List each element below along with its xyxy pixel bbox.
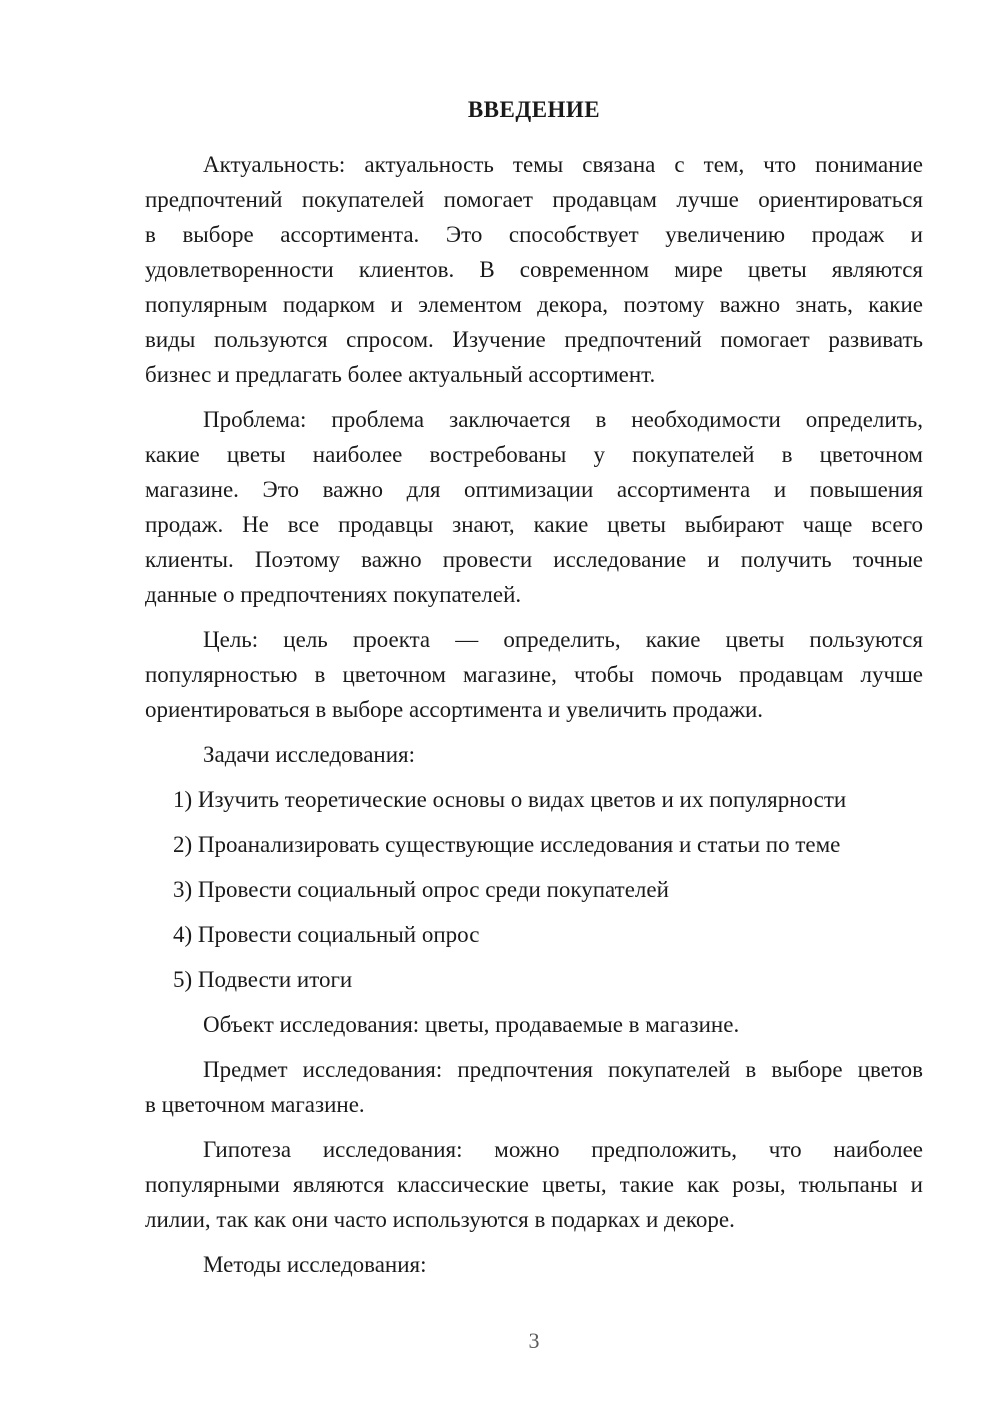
task-item: 3) Провести социальный опрос среди покупателей (173, 877, 669, 902)
paragraph-object (145, 1007, 923, 1042)
text-line: клиенты. Поэтому важно провести исследование и получить точные (145, 547, 923, 572)
text-line: популярными являются классические цветы, такие как розы, тюльпаны и (145, 1172, 923, 1197)
text-line: Предмет исследования: предпочтения покупателей в выборе цветов (203, 1057, 923, 1082)
methods-heading (145, 1247, 923, 1282)
task-item: 5) Подвести итоги (173, 967, 353, 992)
tasks-list (145, 782, 923, 997)
page-number: 3 (528, 1328, 540, 1353)
text-line: удовлетворенности клиентов. В современном мире цветы являются (145, 257, 923, 282)
paragraph-hypothesis (145, 1132, 923, 1237)
text-line: виды пользуются спросом. Изучение предпочтений помогает развивать (145, 327, 923, 352)
text-line: данные о предпочтениях покупателей. (145, 582, 522, 607)
text-line: магазине. Это важно для оптимизации ассортимента и повышения (145, 477, 923, 502)
text-line: какие цветы наиболее востребованы у покупателей в цветочном (145, 442, 923, 467)
text-line: ориентироваться в выборе ассортимента и увеличить продажи. (145, 697, 764, 722)
paragraph-relevance (145, 147, 923, 392)
text-line: Актуальность: актуальность темы связана с тем, что понимание (203, 152, 923, 177)
task-item: 2) Проанализировать существующие исследования и статьи по теме (173, 832, 841, 857)
tasks-heading (145, 737, 923, 772)
text-line: Цель: цель проекта — определить, какие цветы пользуются (203, 627, 923, 652)
text-line: в цветочном магазине. (145, 1092, 365, 1117)
text-line: бизнес и предлагать более актуальный ассортимент. (145, 362, 656, 387)
text-line: Задачи исследования: (203, 742, 416, 767)
paragraph-subject (145, 1052, 923, 1122)
text-line: лилии, так как они часто используются в подарках и декоре. (145, 1207, 735, 1232)
text-line: Проблема: проблема заключается в необходимости определить, (203, 407, 923, 432)
paragraph-problem (145, 402, 923, 612)
text-line: популярностью в цветочном магазине, чтобы помочь продавцам лучше (145, 662, 923, 687)
task-item: 1) Изучить теоретические основы о видах цветов и их популярности (173, 787, 847, 812)
text-line: Методы исследования: (203, 1252, 427, 1277)
text-line: Объект исследования: цветы, продаваемые в магазине. (203, 1012, 740, 1037)
text-line: в выборе ассортимента. Это способствует увеличению продаж и (145, 222, 923, 247)
text-line: предпочтений покупателей помогает продавцам лучше ориентироваться (145, 187, 923, 212)
paragraph-goal (145, 622, 923, 727)
text-line: продаж. Не все продавцы знают, какие цветы выбирают чаще всего (145, 512, 923, 537)
page-title: ВВЕДЕНИЕ (467, 97, 601, 122)
text-line: популярным подарком и элементом декора, поэтому важно знать, какие (145, 292, 923, 317)
text-line: Гипотеза исследования: можно предположить, что наиболее (203, 1137, 923, 1162)
page-content (145, 0, 923, 1292)
task-item: 4) Провести социальный опрос (173, 922, 480, 947)
